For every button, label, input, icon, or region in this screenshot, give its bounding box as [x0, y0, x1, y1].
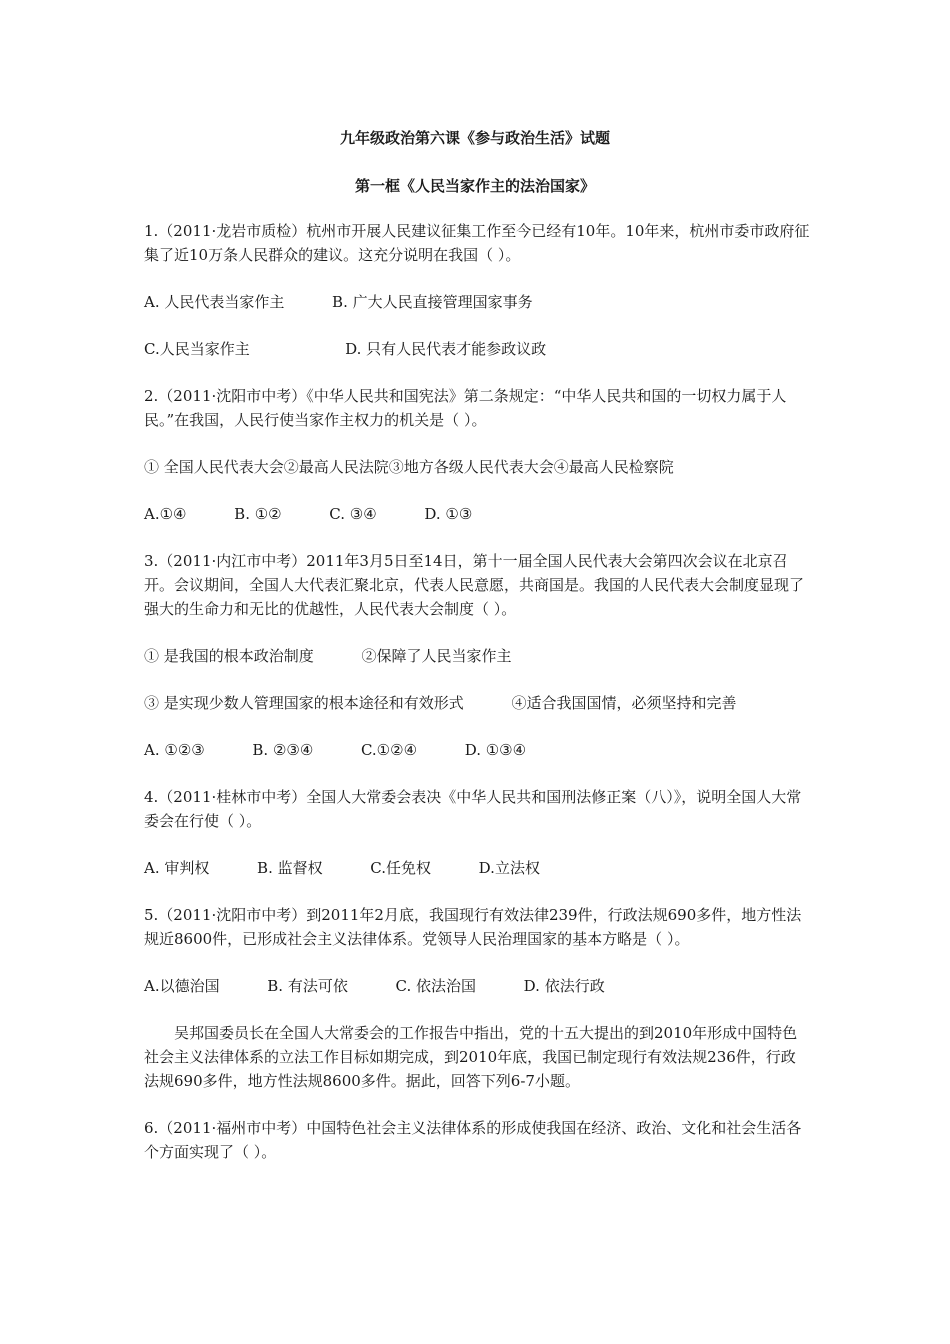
question-1-stem: 1.（2011·龙岩市质检）杭州市开展人民建议征集工作至今已经有10年。10年来，杭州市委市政府征集了近10万条人民群众的建议。这充分说明在我国（ ）。 — [144, 222, 810, 264]
question-3-items-34: ③ 是实现少数人管理国家的根本途径和有效形式 ④适合我国国情，必须坚持和完善 — [144, 694, 737, 712]
question-3-items-12: ① 是我国的根本政治制度 ②保障了人民当家作主 — [144, 647, 512, 665]
question-5-options: A.以德治国 B. 有法可依 C. 依法治国 D. 依法行政 — [144, 977, 605, 995]
question-4-stem: 4.（2011·桂林市中考）全国人大常委会表决《中华人民共和国刑法修正案（八）》，说明全国人大常委会在行使（ ）。 — [144, 788, 802, 830]
question-1-options-ab: A. 人民代表当家作主 B. 广大人民直接管理国家事务 — [144, 293, 533, 311]
question-2-items: ① 全国人民代表大会②最高人民法院③地方各级人民代表大会④最高人民检察院 — [144, 458, 674, 476]
question-1-options-cd: C.人民当家作主 D. 只有人民代表才能参政议政 — [144, 340, 547, 358]
question-4-options: A. 审判权 B. 监督权 C.任免权 D.立法权 — [144, 859, 540, 877]
question-3-options: A. ①②③ B. ②③④ C.①②④ D. ①③④ — [144, 741, 527, 759]
question-list — [144, 219, 810, 1187]
section-title: 第一框《人民当家作主的法治国家》 — [354, 177, 595, 195]
question-3-stem: 3.（2011·内江市中考）2011年3月5日至14日，第十一届全国人民代表大会第四次会议在北京召开。会议期间，全国人大代表汇聚北京，代表人民意愿，共商国是。我国的人民代表大会制度显现了强大的生命力和无比的优越性，人民代表大会制度（ ）。 — [144, 552, 805, 618]
question-2-stem: 2.（2011·沈阳市中考）《中华人民共和国宪法》第二条规定：“中华人民共和国的一切权力属于人民。”在我国，人民行使当家作主权力的机关是（ ）。 — [144, 387, 787, 429]
question-6-stem: 6.（2011·福州市中考）中国特色社会主义法律体系的形成使我国在经济、政治、文化和社会生活各个方面实现了（ ）。 — [144, 1119, 802, 1161]
document-title: 九年级政治第六课《参与政治生活》试题 — [339, 129, 610, 147]
question-5-stem: 5.（2011·沈阳市中考）到2011年2月底，我国现行有效法律239件，行政法规690多件，地方性法规近8600件，已形成社会主义法律体系。党领导人民治理国家的基本方略是（ ）。 — [144, 906, 802, 948]
reading-passage: 吴邦国委员长在全国人大常委会的工作报告中指出，党的十五大提出的到2010年形成中国特色社会主义法律体系的立法工作目标如期完成，到2010年底，我国已制定现行有效法规236件，行政法规690多件，地方性法规8600多件。据此，回答下列6-7小题。 — [144, 1024, 798, 1090]
question-2-options: A.①④ B. ①② C. ③④ D. ①③ — [144, 505, 473, 523]
